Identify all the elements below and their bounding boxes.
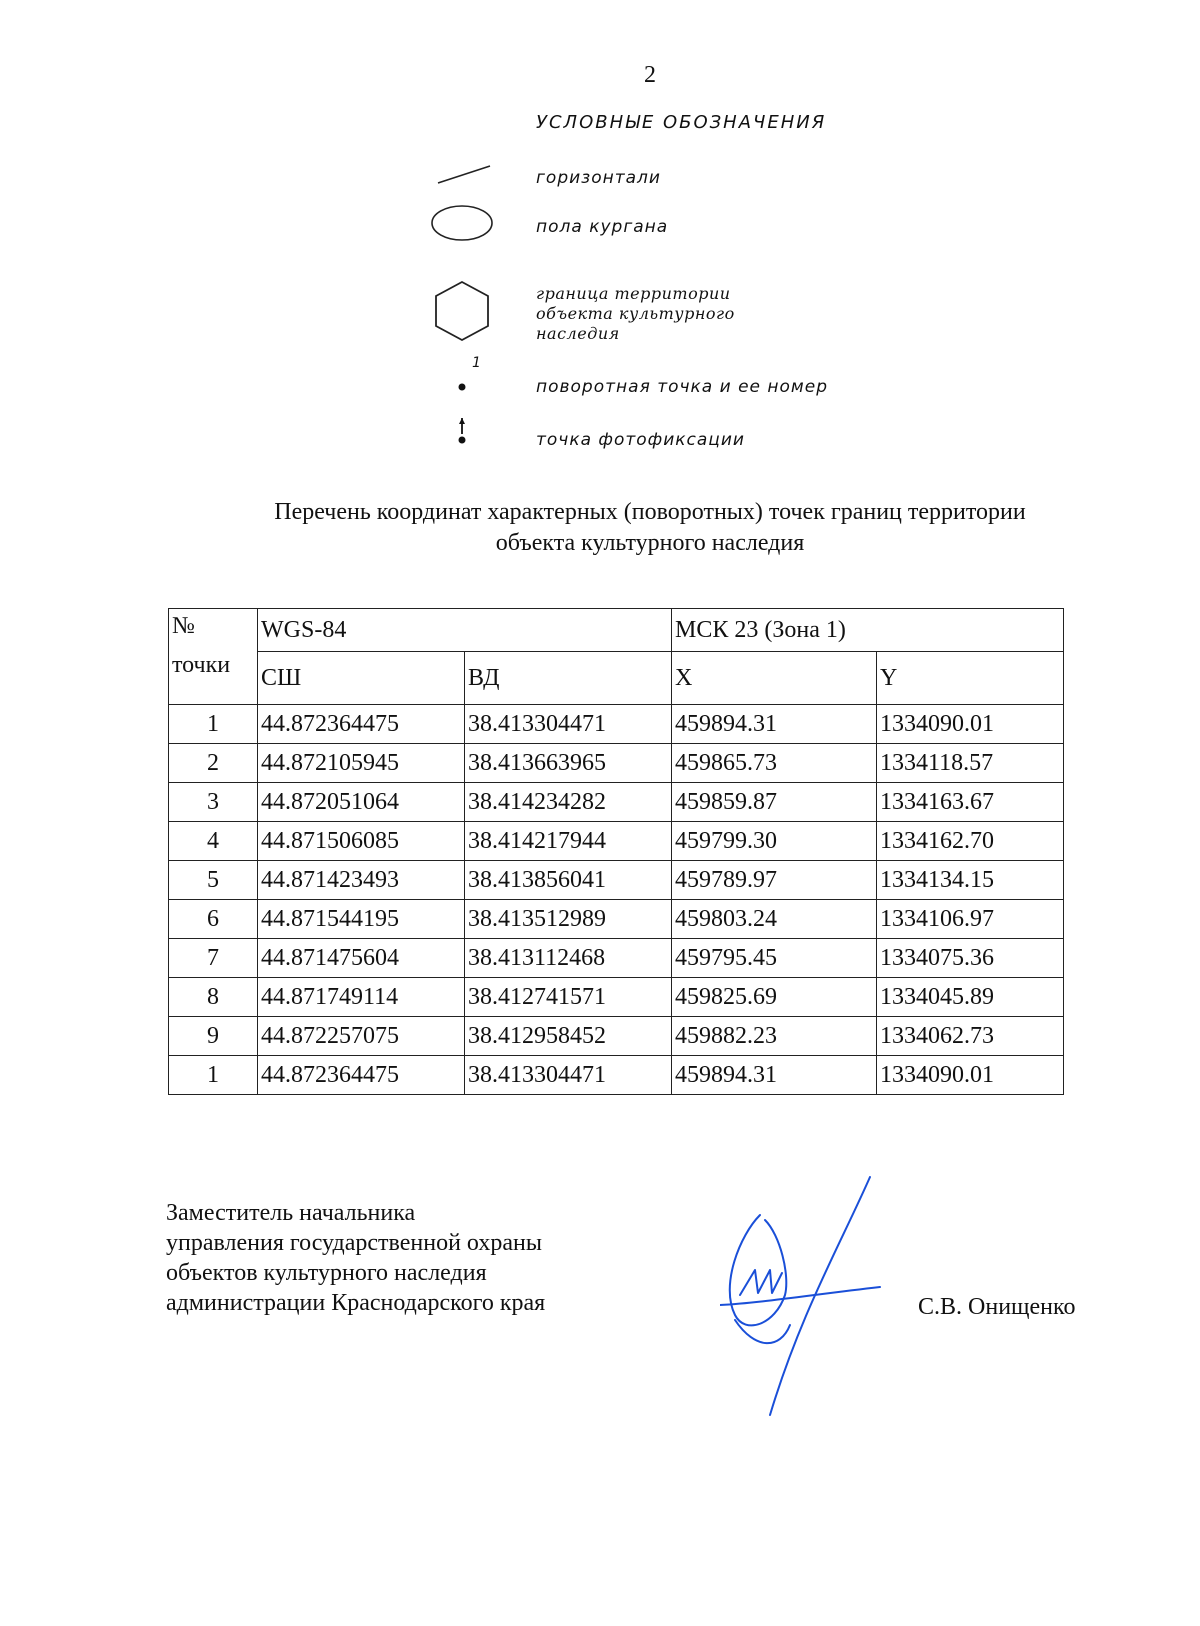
cell-y: 1334163.67	[877, 783, 1064, 822]
table-row	[169, 744, 1064, 783]
legend-label: поворотная точка и ее номер	[536, 377, 828, 397]
signatory-line: объектов культурного наследия	[166, 1260, 487, 1286]
ellipse-icon	[428, 203, 508, 273]
header-y: Y	[877, 652, 1064, 705]
signatory-line: администрации Краснодарского края	[166, 1290, 546, 1316]
cell-lon: 38.413112468	[465, 939, 672, 978]
legend-label: горизонтали	[536, 168, 661, 188]
cell-lat: 44.872364475	[258, 1056, 465, 1095]
header-msk23: МСК 23 (Зона 1)	[672, 609, 1064, 652]
cell-x: 459799.30	[672, 822, 877, 861]
cell-x: 459894.31	[672, 1056, 877, 1095]
signatory-line: Заместитель начальника	[166, 1200, 416, 1226]
cell-y: 1334118.57	[877, 744, 1064, 783]
cell-point-number: 7	[169, 939, 258, 978]
table-row	[169, 939, 1064, 978]
cell-y: 1334090.01	[877, 1056, 1064, 1095]
cell-lon: 38.412741571	[465, 978, 672, 1017]
cell-lat: 44.871749114	[258, 978, 465, 1017]
cell-lon: 38.414234282	[465, 783, 672, 822]
section-title	[180, 497, 1120, 559]
cell-point-number: 8	[169, 978, 258, 1017]
cell-lon: 38.414217944	[465, 822, 672, 861]
cell-point-number: 1	[169, 705, 258, 744]
section-title-line: объекта культурного наследия	[495, 530, 805, 556]
legend-title: УСЛОВНЫЕ ОБОЗНАЧЕНИЯ	[536, 112, 827, 133]
cell-x: 459859.87	[672, 783, 877, 822]
cell-point-number: 5	[169, 861, 258, 900]
page-number: 2	[644, 62, 656, 88]
cell-x: 459825.69	[672, 978, 877, 1017]
table-row	[169, 1056, 1064, 1095]
header-point-number	[169, 609, 258, 705]
legend-label: пола кургана	[536, 217, 669, 237]
legend-label: точка фотофиксации	[536, 430, 745, 450]
cell-y: 1334134.15	[877, 861, 1064, 900]
table-row	[169, 900, 1064, 939]
cell-lon: 38.412958452	[465, 1017, 672, 1056]
cell-lat: 44.872105945	[258, 744, 465, 783]
cell-x: 459789.97	[672, 861, 877, 900]
cell-x: 459865.73	[672, 744, 877, 783]
table-row	[169, 861, 1064, 900]
cell-lat: 44.872051064	[258, 783, 465, 822]
cell-x: 459882.23	[672, 1017, 877, 1056]
hexagon-icon	[428, 278, 508, 348]
cell-y: 1334090.01	[877, 705, 1064, 744]
cell-x: 459803.24	[672, 900, 877, 939]
coordinates-table	[168, 608, 1064, 1095]
header-lat: СШ	[258, 652, 465, 705]
section-title-line: Перечень координат характерных (поворотных) точек границ территории	[274, 499, 1026, 525]
cell-point-number: 4	[169, 822, 258, 861]
handwritten-signature	[720, 1175, 890, 1425]
table-row	[169, 978, 1064, 1017]
cell-y: 1334045.89	[877, 978, 1064, 1017]
cell-lon: 38.413304471	[465, 705, 672, 744]
signatory-name: С.В. Онищенко	[918, 1294, 1076, 1320]
cell-y: 1334106.97	[877, 900, 1064, 939]
table-row	[169, 1017, 1064, 1056]
table-row	[169, 822, 1064, 861]
cell-lat: 44.871423493	[258, 861, 465, 900]
cell-y: 1334075.36	[877, 939, 1064, 978]
cell-point-number: 1	[169, 1056, 258, 1095]
table-header-row	[169, 609, 1064, 652]
cell-lat: 44.871506085	[258, 822, 465, 861]
header-x: X	[672, 652, 877, 705]
cell-y: 1334062.73	[877, 1017, 1064, 1056]
cell-lat: 44.872364475	[258, 705, 465, 744]
cell-point-number: 6	[169, 900, 258, 939]
cell-lon: 38.413512989	[465, 900, 672, 939]
cell-x: 459795.45	[672, 939, 877, 978]
cell-lon: 38.413304471	[465, 1056, 672, 1095]
header-num-word: точки	[172, 652, 231, 678]
cell-lat: 44.871544195	[258, 900, 465, 939]
header-wgs84: WGS-84	[258, 609, 672, 652]
cell-lon: 38.413856041	[465, 861, 672, 900]
cell-x: 459894.31	[672, 705, 877, 744]
cell-y: 1334162.70	[877, 822, 1064, 861]
table-row	[169, 705, 1064, 744]
table-row	[169, 783, 1064, 822]
header-num-sign: №	[172, 613, 195, 639]
table-body	[169, 705, 1064, 1095]
header-lon: ВД	[465, 652, 672, 705]
cell-point-number: 9	[169, 1017, 258, 1056]
cell-point-number: 2	[169, 744, 258, 783]
legend-label: граница территории объекта культурного наследия	[536, 284, 735, 343]
cell-lat: 44.872257075	[258, 1017, 465, 1056]
cell-lat: 44.871475604	[258, 939, 465, 978]
turning-point-number: 1	[472, 355, 481, 371]
cell-point-number: 3	[169, 783, 258, 822]
photo-point-icon	[428, 412, 508, 482]
signatory-line: управления государственной охраны	[166, 1230, 542, 1256]
cell-lon: 38.413663965	[465, 744, 672, 783]
table-subheader-row	[169, 652, 1064, 705]
signatory-title	[166, 1198, 545, 1318]
